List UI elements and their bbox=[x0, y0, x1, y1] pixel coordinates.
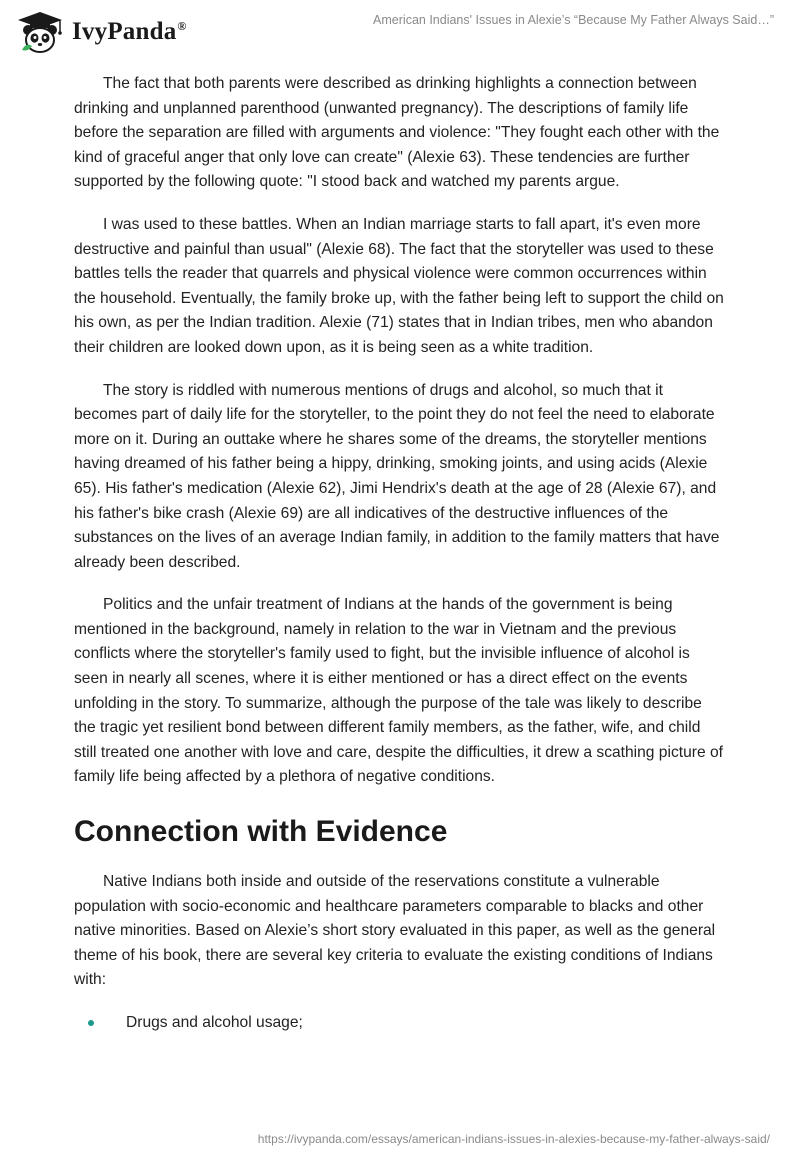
brand-name: IvyPanda® bbox=[72, 18, 187, 45]
ivypanda-logo[interactable] bbox=[16, 10, 187, 54]
criteria-list bbox=[74, 1011, 726, 1036]
section-paragraph: Native Indians both inside and outside of the reservations constitute a vulnerable population with socio-economic and healthcare parameters comparable to blacks and other native minorities. Based on Alexie’s short story evaluated in this paper, as well as the general theme of his book, there are several key criteria to evaluate the existing conditions of Indians with: bbox=[74, 873, 716, 989]
section-heading: Connection with Evidence bbox=[74, 815, 448, 849]
bullet-dot-icon bbox=[88, 1020, 94, 1026]
paragraph-4: Politics and the unfair treatment of Indians at the hands of the government is being mentioned in the background, namely in relation to the war in Vietnam and the previous conflicts where the storyteller's family used to fight, but the invisible influence of alcohol is seen in nearly all scenes, where it is either mentioned or has a direct effect on the events unfolding in the story. To summarize, although the purpose of the tale was likely to describe the tragic yet resilient bond between different family members, as the father, wife, and child still treated one another with love and care, despite the difficulties, it drew a scathing picture of family life being affected by a plethora of negative conditions. bbox=[74, 596, 723, 786]
panda-graduate-icon bbox=[16, 10, 64, 54]
list-item bbox=[74, 1011, 726, 1036]
paragraph-2: I was used to these battles. When an Indian marriage starts to fall apart, it's even more destructive and painful than usual" (Alexie 68). The fact that the storyteller was used to these battles tells the reader that quarrels and physical violence were common occurrences within the household. Eventually, the family broke up, with the father being left to support the child on his own, as per the Indian tradition. Alexie (71) states that in Indian tribes, men who abandon their children are looked down upon, as it is being seen as a white tradition. bbox=[74, 215, 724, 356]
essay-content bbox=[74, 72, 726, 1036]
paragraph-1: The fact that both parents were described as drinking highlights a connection between drinking and unplanned parenthood (unwanted pregnancy). The descriptions of family life before the separation are filled with arguments and violence: "They fought each other with the kind of graceful anger that only love can create" (Alexie 63). These tendencies are further supported by the following quote: "I stood back and watched my parents argue. bbox=[74, 75, 720, 191]
running-title: American Indians' Issues in Alexie’s “Because My Father Always Said…” bbox=[373, 13, 774, 27]
list-item-text: Drugs and alcohol usage; bbox=[126, 1014, 303, 1031]
paragraph-3: The story is riddled with numerous mentions of drugs and alcohol, so much that it becomes part of daily life for the storyteller, to the point they do not feel the need to elaborate more on it. During an outtake where he shares some of the dreams, the storyteller mentions having dreamed of his father being a hippy, drinking, smoking joints, and using acids (Alexie 65). His father's medication (Alexie 62), Jimi Hendrix's death at the age of 28 (Alexie 67), and his father's bike crash (Alexie 69) are all indicatives of the destructive influences of the substances on the lives of an average Indian family, in addition to the family matters that have already been described. bbox=[74, 381, 720, 571]
source-url-link[interactable]: https://ivypanda.com/essays/american-indians-issues-in-alexies-because-my-father-always-said/ bbox=[257, 1132, 770, 1146]
page-header bbox=[0, 0, 800, 60]
